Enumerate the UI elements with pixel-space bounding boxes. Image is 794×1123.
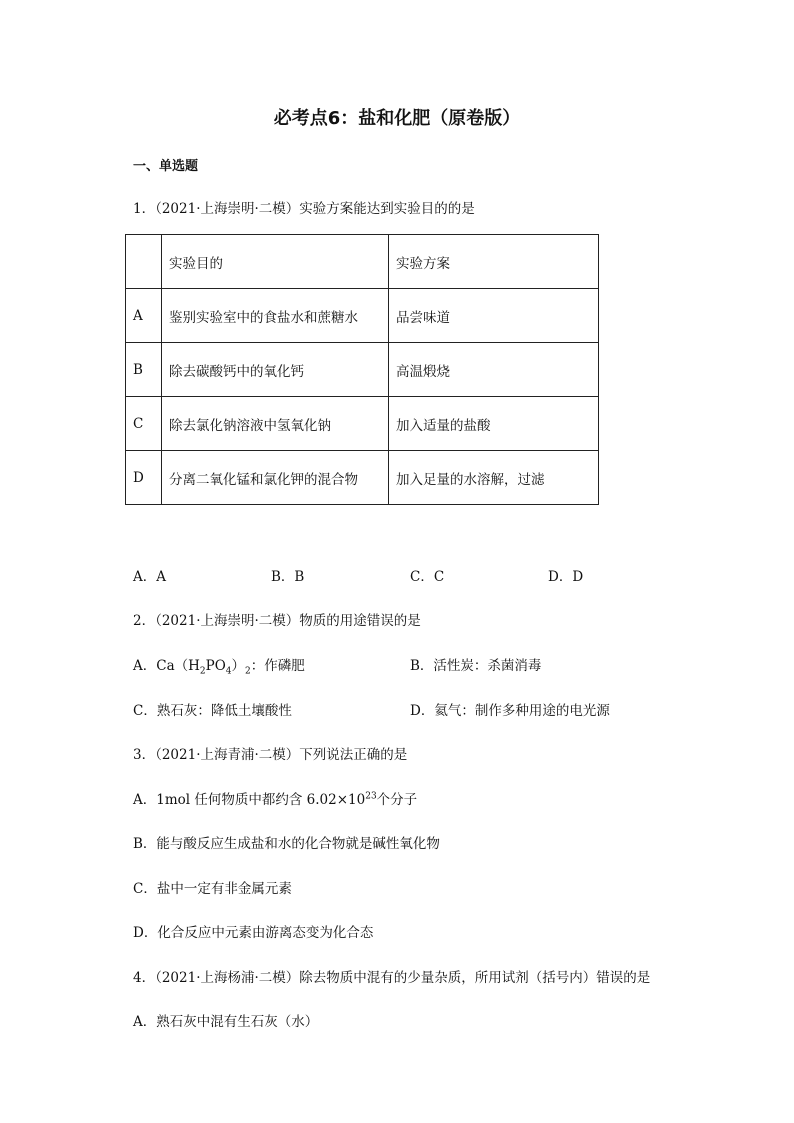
question-1-option-c: C．C [410, 569, 445, 585]
option-text: ） [231, 658, 246, 674]
question-1-table [125, 234, 599, 505]
table-row [126, 343, 599, 397]
question-1-option-b: B．B [271, 569, 305, 585]
question-4-option-a: A．熟石灰中混有生石灰（水） [133, 1014, 319, 1030]
subscript: 2 [199, 666, 206, 677]
table-cell: B [126, 343, 162, 397]
table-cell: 高温煅烧 [389, 343, 599, 397]
question-2-option-b: B．活性炭：杀菌消毒 [410, 658, 542, 674]
table-cell: 分离二氧化锰和氯化钾的混合物 [162, 451, 389, 505]
question-3-option-a [133, 788, 417, 808]
table-header-row [126, 235, 599, 289]
table-cell: 除去碳酸钙中的氧化钙 [162, 343, 389, 397]
question-2-option-a [133, 654, 305, 677]
table-header-cell: 实验目的 [162, 235, 389, 289]
question-1-option-a: A．A [133, 569, 166, 585]
table-cell: 加入适量的盐酸 [389, 397, 599, 451]
table-cell [126, 235, 162, 289]
section-heading: 一、单选题 [133, 159, 199, 174]
table-row [126, 397, 599, 451]
table-cell: A [126, 289, 162, 343]
subscript: 2 [245, 666, 251, 677]
table-row [126, 451, 599, 505]
question-3-option-d: D．化合反应中元素由游离态变为化合态 [133, 925, 374, 941]
table-cell: 除去氯化钠溶液中氢氧化钠 [162, 397, 389, 451]
option-text: A．Ca（H [133, 658, 200, 674]
question-2-option-c: C．熟石灰：降低土壤酸性 [133, 703, 292, 719]
question-1-stem: 1．（2021·上海崇明·二模）实验方案能达到实验目的的是 [133, 201, 475, 217]
table-cell: D [126, 451, 162, 505]
question-4-stem: 4．（2021·上海杨浦·二模）除去物质中混有的少量杂质，所用试剂（括号内）错误的是 [133, 970, 651, 986]
subscript: 4 [225, 666, 232, 677]
option-text: PO [205, 658, 226, 674]
option-text: ：作磷肥 [250, 658, 305, 674]
question-2-option-d: D．氦气：制作多种用途的电光源 [410, 703, 610, 719]
question-3-option-b: B．能与酸反应生成盐和水的化合物就是碱性氧化物 [133, 836, 440, 852]
table-cell: 品尝味道 [389, 289, 599, 343]
option-text: A．1mol 任何物质中都约含 6.02×10 [133, 792, 366, 808]
table-header-cell: 实验方案 [389, 235, 599, 289]
question-3-stem: 3．（2021·上海青浦·二模）下列说法正确的是 [133, 747, 408, 763]
question-3-option-c: C．盐中一定有非金属元素 [133, 881, 292, 897]
page-title: 必考点6：盐和化肥（原卷版） [273, 108, 521, 129]
table-cell: 加入足量的水溶解，过滤 [389, 451, 599, 505]
table-cell: 鉴别实验室中的食盐水和蔗糖水 [162, 289, 389, 343]
question-1-option-d: D．D [548, 569, 584, 585]
superscript: 23 [365, 791, 377, 802]
question-2-stem: 2．（2021·上海崇明·二模）物质的用途错误的是 [133, 613, 421, 629]
option-text: 个分子 [376, 792, 418, 808]
table-row [126, 289, 599, 343]
table-cell: C [126, 397, 162, 451]
